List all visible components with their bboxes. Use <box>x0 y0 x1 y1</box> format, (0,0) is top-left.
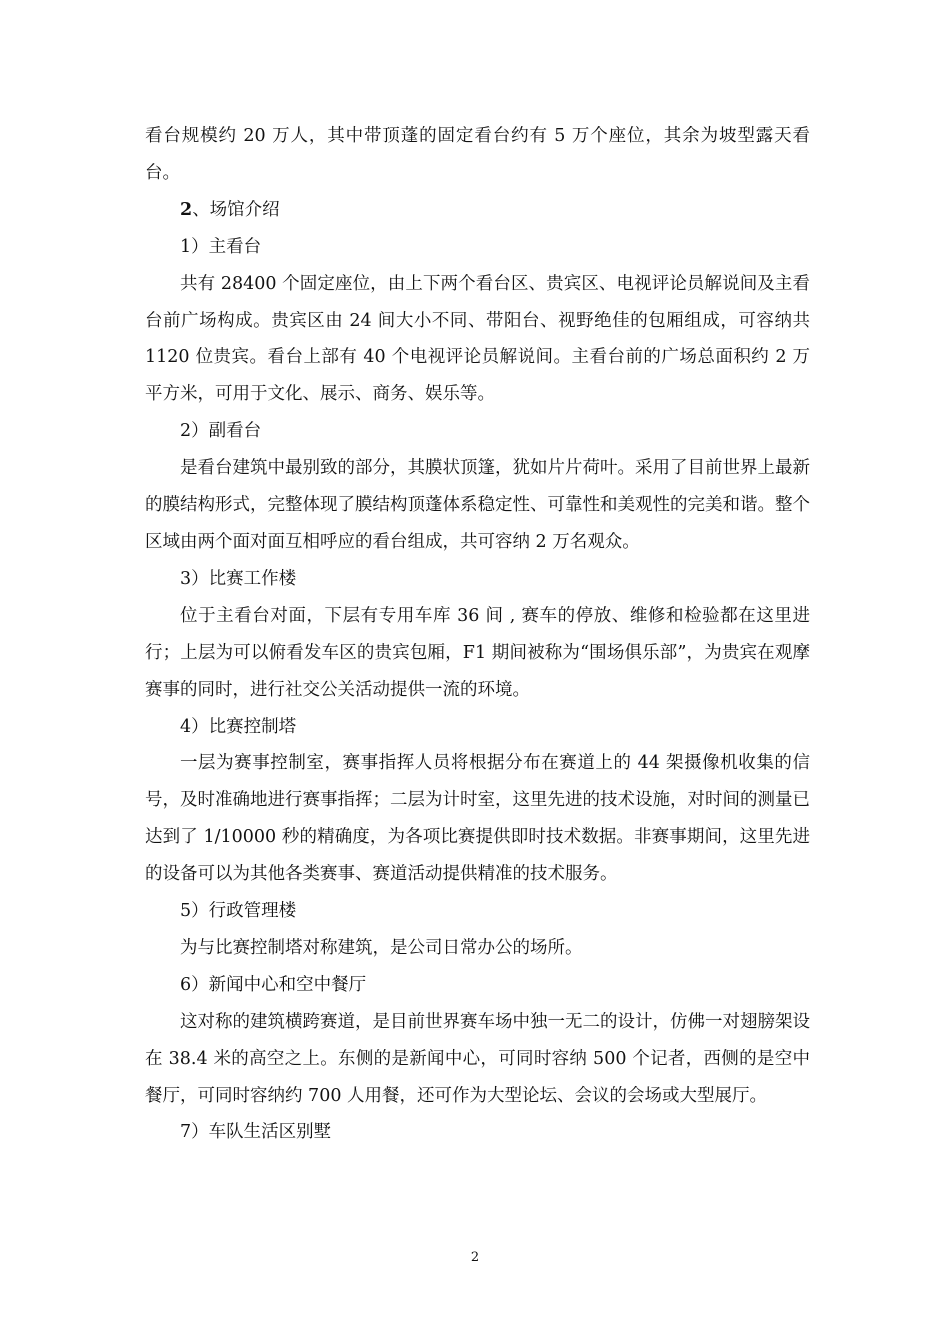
document-body <box>145 118 810 1151</box>
section-heading-venue-intro <box>145 192 810 229</box>
subheading-team-villas: 7）车队生活区别墅 <box>180 1122 332 1143</box>
page-number: 2 <box>470 1250 480 1265</box>
section-heading-number: 2 <box>180 199 193 220</box>
paragraph-press-center: 这对称的建筑横跨赛道，是目前世界赛车场中独一无二的设计，仿佛一对翅膀架设在 38.4 米的高空之上。东侧的是新闻中心，可同时容纳 500 个记者，西侧的是空中餐厅，可同时容纳约 700 人用餐，还可作为大型论坛、会议的会场或大型展厅。 <box>145 1011 810 1106</box>
subheading-control-tower: 4）比赛控制塔 <box>180 716 297 737</box>
subheading-press-center: 6）新闻中心和空中餐厅 <box>180 974 367 995</box>
subheading-main-grandstand: 1）主看台 <box>180 236 262 257</box>
section-heading-text: 、场馆介绍 <box>192 199 280 220</box>
paragraph-control-tower: 一层为赛事控制室，赛事指挥人员将根据分布在赛道上的 44 架摄像机收集的信号，及时准确地进行赛事指挥；二层为计时室，这里先进的技术设施，对时间的测量已达到了 1/10000 秒的精确度，为各项比赛提供即时技术数据。非赛事期间，这里先进的设备可以为其他各类赛事、赛道活动提供精准的技术服务。 <box>145 753 810 885</box>
paragraph-secondary-grandstand: 是看台建筑中最别致的部分，其膜状顶篷，犹如片片荷叶。采用了目前世界上最新的膜结构形式，完整体现了膜结构顶蓬体系稳定性、可靠性和美观性的完美和谐。整个区域由两个面对面互相呼应的看台组成，共可容纳 2 万名观众。 <box>145 458 810 552</box>
paragraph-continuation: 看台规模约 20 万人，其中带顶蓬的固定看台约有 5 万个座位，其余为坡型露天看台。 <box>145 126 810 183</box>
paragraph-admin-building: 为与比赛控制塔对称建筑，是公司日常办公的场所。 <box>180 937 583 958</box>
paragraph-main-grandstand: 共有 28400 个固定座位，由上下两个看台区、贵宾区、电视评论员解说间及主看台前广场构成。贵宾区由 24 间大小不同、带阳台、视野绝佳的包厢组成，可容纳共 1120 位贵宾。看台上部有 40 个电视评论员解说间。主看台前的广场总面积约 2 万平方米，可用于文化、展示、商务、娱乐等。 <box>145 273 810 405</box>
subheading-race-building: 3）比赛工作楼 <box>180 568 297 589</box>
subheading-secondary-grandstand: 2）副看台 <box>180 421 262 442</box>
paragraph-race-building: 位于主看台对面，下层有专用车库 36 间 , 赛车的停放、维修和检验都在这里进行；上层为可以俯看发车区的贵宾包厢，F1 期间被称为“围场俱乐部”，为贵宾在观摩赛事的同时，进行社交公关活动提供一流的环境。 <box>145 605 810 700</box>
subheading-admin-building: 5）行政管理楼 <box>180 901 297 922</box>
